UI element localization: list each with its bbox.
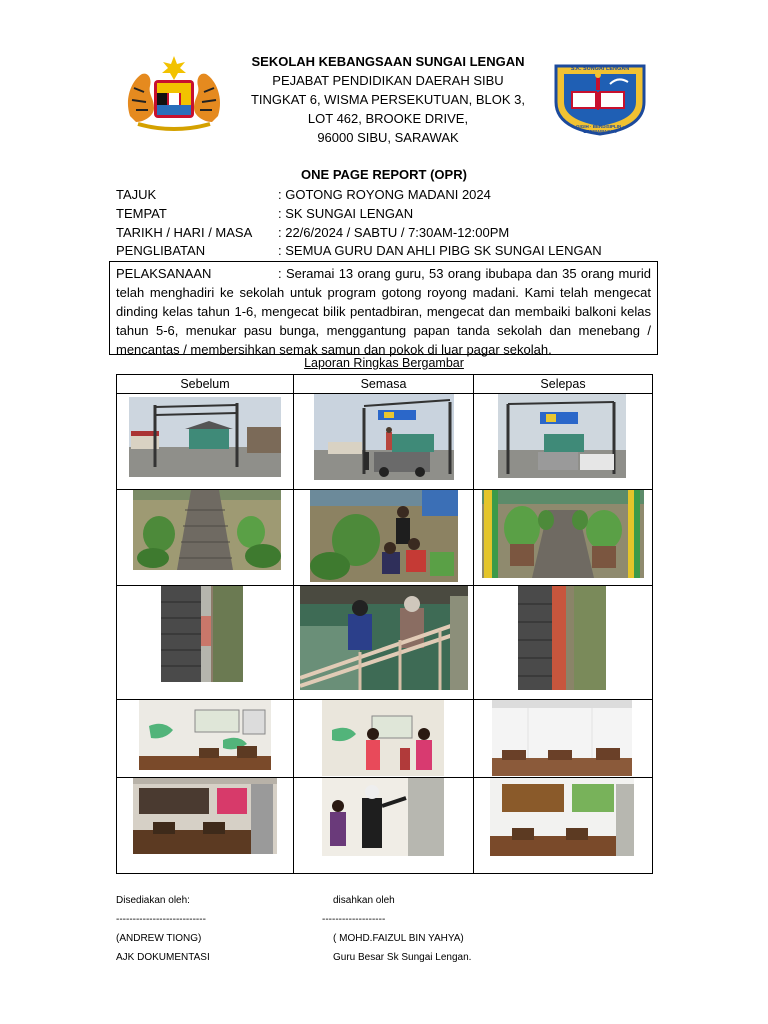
classroom-wall-after-photo [492, 700, 632, 776]
photo-row-balcony [117, 586, 653, 700]
detail-key: TAJUK [116, 187, 157, 202]
detail-value: : SK SUNGAI LENGAN [278, 206, 414, 221]
school-letterhead [240, 52, 536, 147]
detail-value: : 22/6/2024 / SABTU / 7:30AM-12:00PM [278, 225, 510, 240]
school-name: SEKOLAH KEBANGSAAN SUNGAI LENGAN [251, 54, 525, 69]
walkway-plants-after-photo [482, 490, 644, 578]
approved-by-name: ( MOHD.FAIZUL BIN YAHYA) [333, 933, 464, 944]
gate-during-photo [314, 394, 454, 480]
classroom-interior-during-photo [322, 778, 444, 856]
photo-row-classroom-interior [117, 778, 653, 874]
address-line-1: TINGKAT 6, WISMA PERSEKUTUAN, BLOK 3, [250, 92, 526, 107]
implementation-key: PELAKSANAAN [116, 266, 212, 281]
classroom-wall-before-photo [139, 700, 271, 770]
report-title: ONE PAGE REPORT (OPR) [301, 167, 467, 182]
approved-by-label: disahkan oleh [333, 895, 395, 906]
column-header-selepas: Selepas [474, 375, 653, 394]
classroom-interior-after-photo [490, 778, 634, 856]
badge-motto: GIGIH · BERDISIPLIN · BERWAWASAN [575, 124, 624, 134]
photo-report-caption: Laporan Ringkas Bergambar [304, 356, 464, 370]
malaysia-coat-of-arms-icon [120, 52, 228, 134]
column-header-semasa: Semasa [294, 375, 474, 394]
approved-by-role: Guru Besar Sk Sungai Lengan. [333, 952, 472, 963]
approved-signature-line: ------------------- [322, 914, 386, 925]
address-line-2: LOT 462, BROOKE DRIVE, [307, 111, 469, 126]
walkway-plants-before-photo [133, 490, 281, 570]
classroom-interior-before-photo [133, 778, 277, 854]
detail-value: : SEMUA GURU DAN AHLI PIBG SK SUNGAI LENGAN [278, 243, 602, 258]
classroom-wall-during-photo [322, 700, 444, 776]
implementation-box [109, 261, 658, 355]
walkway-plants-during-photo [310, 490, 458, 582]
prepared-signature-line: --------------------------- [116, 914, 206, 925]
photo-row-gate [117, 394, 653, 490]
prepared-by-name: (ANDREW TIONG) [116, 933, 202, 944]
photo-row-classroom-wall [117, 700, 653, 778]
balcony-after-photo [518, 586, 606, 690]
balcony-before-photo [161, 586, 243, 682]
detail-key: TEMPAT [116, 206, 167, 221]
gate-before-photo [129, 397, 281, 477]
column-header-sebelum: Sebelum [117, 375, 294, 394]
prepared-by-role: AJK DOKUMENTASI [116, 952, 210, 963]
detail-key: PENGLIBATAN [116, 243, 206, 258]
photo-row-walkway [117, 490, 653, 586]
prepared-by-label: Disediakan oleh: [116, 895, 190, 906]
badge-top-text: S.K. SUNGAI LENGAN [570, 66, 630, 72]
detail-key: TARIKH / HARI / MASA [116, 225, 253, 240]
photo-comparison-table [116, 374, 653, 874]
gate-after-photo [498, 394, 626, 478]
detail-value: : GOTONG ROYONG MADANI 2024 [278, 187, 491, 202]
balcony-during-photo [300, 586, 468, 690]
implementation-text: : Seramai 13 orang guru, 53 orang ibubapa dan 35 orang murid telah menghadiri ke sekolah untuk program gotong royong madani. Kami telah mengecat dinding kelas tahun 1-6, mengecat bilik pentadbiran, mengecat dan membaiki balkoni kelas tahun 5-6, menukar pasu bunga, menggantung papan tanda sekolah dan menebang / mencantas / membersihkan semak samun dan pokok di luar pagar sekolah. [116, 266, 651, 357]
address-line-3: 96000 SIBU, SARAWAK [317, 130, 459, 145]
district-office: PEJABAT PENDIDIKAN DAERAH SIBU [272, 73, 504, 88]
